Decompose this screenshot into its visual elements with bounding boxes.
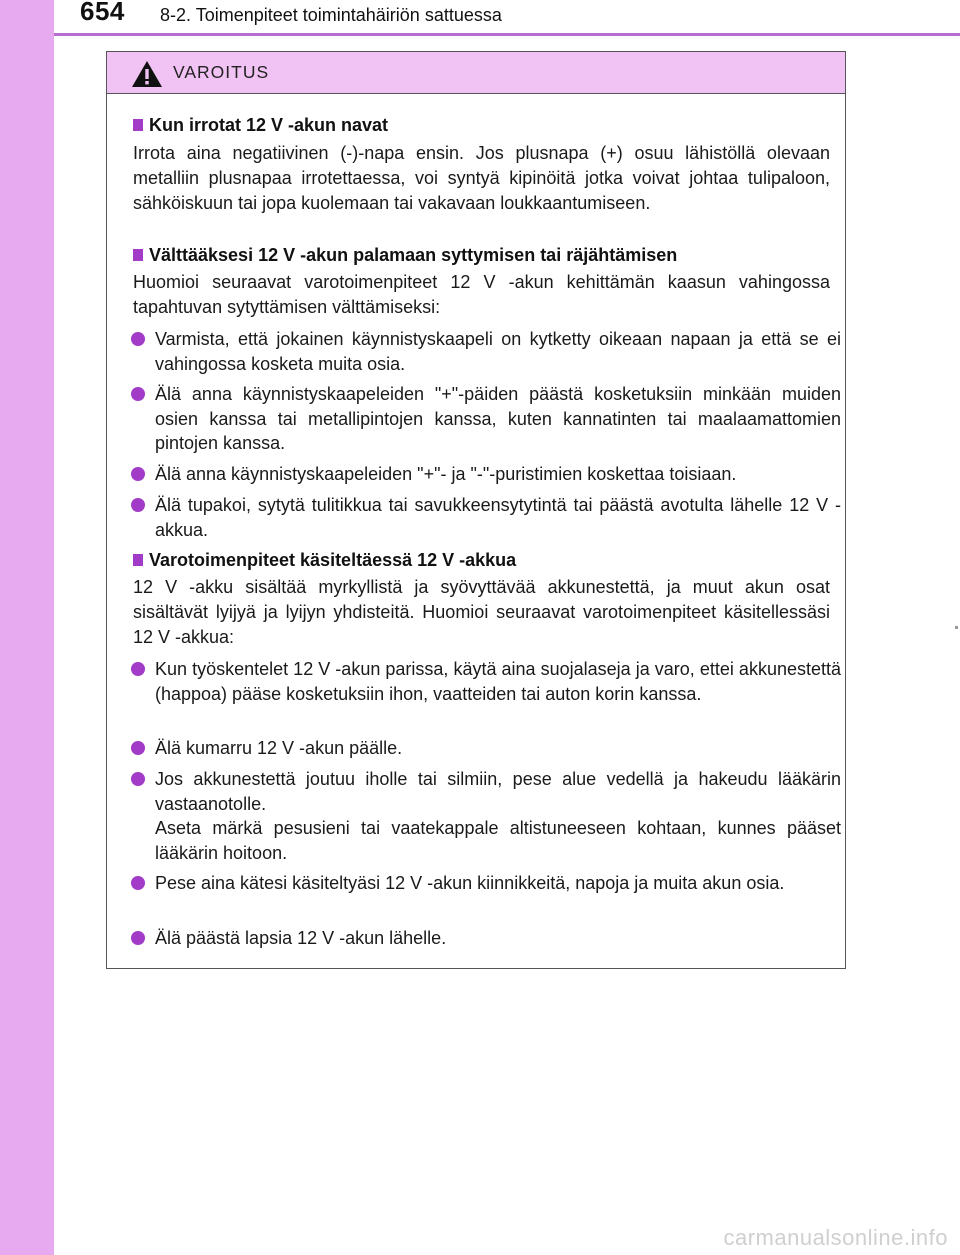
list-item-text: Varmista, että jokainen käynnistyskaapeli on kytketty oikeaan napaan ja että se ei vahingossa kosketa muita osia. [155, 329, 841, 374]
section-title [133, 550, 516, 571]
list-item [131, 462, 841, 487]
section-title [133, 245, 677, 266]
section-title-text: Varotoimenpiteet käsiteltäessä 12 V -akkua [149, 550, 517, 570]
round-bullet-icon [131, 741, 145, 755]
round-bullet-icon [131, 332, 145, 346]
list-item-text: Jos akkunestettä joutuu iholle tai silmiin, pese alue vedellä ja hakeudu lääkärin vastaanotolle. [155, 769, 841, 814]
list-item-text: Älä kumarru 12 V -akun päälle. [155, 738, 403, 758]
square-bullet-icon [133, 249, 143, 261]
square-bullet-icon [133, 554, 143, 566]
warning-header [107, 52, 845, 94]
list-item [131, 657, 841, 706]
round-bullet-icon [131, 931, 145, 945]
warning-box [106, 51, 846, 969]
list-item [131, 926, 841, 951]
section-paragraph: Huomioi seuraavat varotoimenpiteet 12 V -akun kehittämän kaasun vahingossa tapahtuvan sytyttämisen välttämiseksi: [133, 272, 830, 317]
round-bullet-icon [131, 662, 145, 676]
square-bullet-icon [133, 119, 143, 131]
warning-label: VAROITUS [173, 62, 270, 82]
list-item [131, 767, 841, 865]
chapter-title: 8-2. Toimenpiteet toimintahäiriön sattuessa [160, 5, 502, 25]
round-bullet-icon [131, 467, 145, 481]
round-bullet-icon [131, 387, 145, 401]
round-bullet-icon [131, 876, 145, 890]
list-item [131, 382, 841, 456]
list-item [131, 493, 841, 542]
list-item-text: Kun työskentelet 12 V -akun parissa, käytä aina suojalaseja ja varo, ettei akkunestettä (happoa) pääse kosketuksiin ihon, vaatteiden tai auton korin kanssa. [155, 659, 841, 704]
list-item-text: Älä anna käynnistyskaapeleiden "+"-päiden päästä kosketuksiin minkään muiden osien kanssa tai metallipintojen kanssa, kuten kannatinten tai maalaamattomien pintojen kanssa. [155, 384, 841, 453]
list-item-text: Älä tupakoi, sytytä tulitikkua tai savukkeensytytintä tai päästä avotulta lähelle 12 V -akkua. [155, 495, 841, 540]
list-item-text: Älä päästä lapsia 12 V -akun lähelle. [155, 928, 447, 948]
side-strip [0, 0, 54, 1255]
list-item-text: Älä anna käynnistyskaapeleiden "+"- ja "-"-puristimien koskettaa toisiaan. [155, 464, 737, 484]
page-number: 654 [80, 0, 125, 26]
list-item [131, 736, 841, 761]
list-item-continuation: Aseta märkä pesusieni tai vaatekappale altistuneeseen kohtaan, kunnes pääset lääkärin hoitoon. [155, 818, 841, 863]
watermark: carmanualsonline.info [723, 1225, 948, 1250]
margin-mark [955, 626, 958, 629]
round-bullet-icon [131, 498, 145, 512]
section-paragraph: Irrota aina negatiivinen (-)-napa ensin. Jos plusnapa (+) osuu lähistöllä olevaan metalliin plusnapaa irrotettaessa, voi syntyä kipinöitä jotka voivat johtaa tulipaloon, sähköiskuun tai jopa kuolemaan tai vakavaan loukkaantumiseen. [133, 143, 830, 213]
section-title-text: Välttääksesi 12 V -akun palamaan syttymisen tai räjähtämisen [149, 245, 678, 265]
list-item [131, 871, 841, 896]
warning-triangle-icon [131, 60, 163, 88]
list-item-text: Pese aina kätesi käsiteltyäsi 12 V -akun kiinnikkeitä, napoja ja muita akun osia. [155, 873, 785, 893]
section-title [133, 115, 388, 136]
round-bullet-icon [131, 772, 145, 786]
header-rule [54, 33, 960, 36]
section-title-text: Kun irrotat 12 V -akun navat [149, 115, 389, 135]
list-item [131, 327, 841, 376]
section-paragraph: 12 V -akku sisältää myrkyllistä ja syövyttävää akkunestettä, ja muut akun osat sisältävät lyijyä ja lyijyn yhdisteitä. Huomioi seuraavat varotoimenpiteet käsitellessäsi 12 V -akkua: [133, 577, 830, 647]
